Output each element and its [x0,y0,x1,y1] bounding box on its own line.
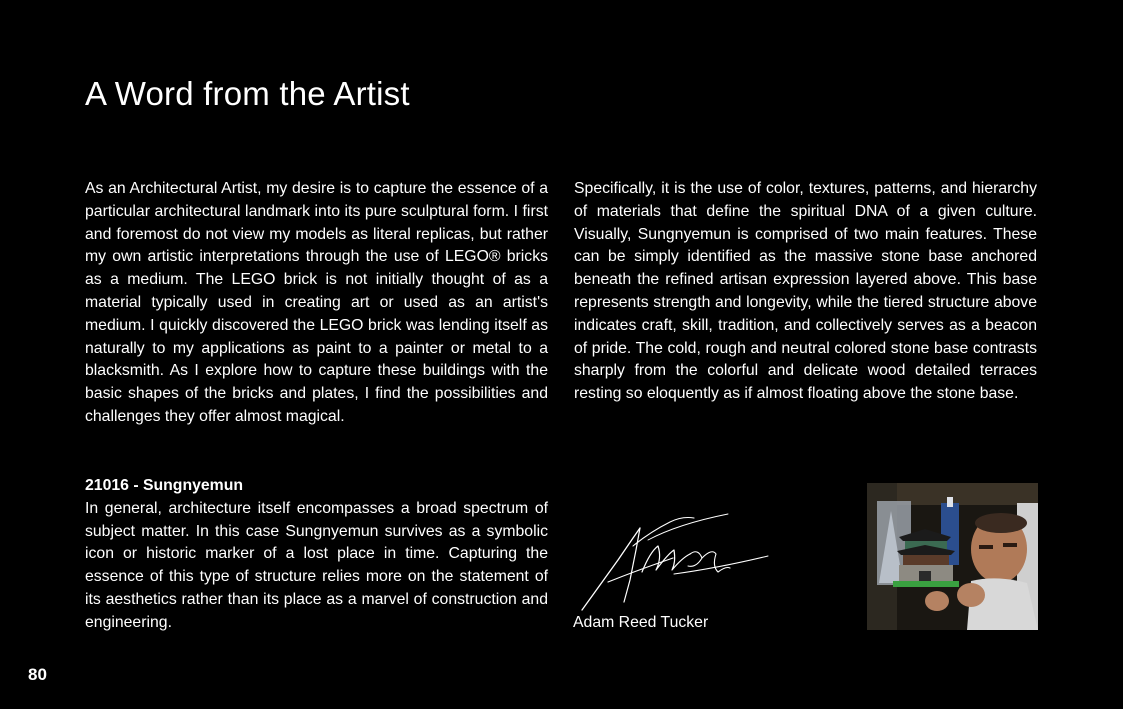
artist-signature [578,510,778,620]
set-heading: 21016 - Sungnyemun [85,477,244,494]
set-section [85,475,548,635]
sungnyemun-description-paragraph: Specifically, it is the use of color, textures, patterns, and hierarchy of materials that define the spiritual DNA of a given culture. Visually, Sungnyemun is comprised of two main features. These can be simply identified as the massive stone base anchored beneath the refined artisan expression layered above. This base represents strength and longevity, while the tiered structure above indicates craft, skill, tradition, and collectively serves as a beacon of pride. The cold, rough and neutral colored stone base contrasts sharply from the colorful and delicate wood detailed terraces resting so eloquently as if almost floating above the stone base. [574,180,1037,403]
left-column [85,178,548,429]
set-paragraph: In general, architecture itself encompasses a broad spectrum of subject matter. In this case Sungnyemun survives as a symbolic icon or historic marker of a lost place in time. Capturing the essence of this type of structure relies more on the statement of its aesthetics rather than its place as a marvel of construction and engineering. [85,499,548,631]
artist-statement-paragraph: As an Architectural Artist, my desire is to capture the essence of a particular architectural landmark into its pure sculptural form. I first and foremost do not view my models as literal replicas, but rather my own artistic interpretations through the use of LEGO® bricks as a medium. The LEGO brick is not initially thought of as a material typically used in creating art or used as an artist's medium. I quickly discovered the LEGO brick was lending itself as naturally to my applications as paint to a painter or metal to a blacksmith. As I explore how to capture these buildings with the basic shapes of the bricks and plates, I find the possibilities and challenges they offer almost magical. [85,180,548,425]
right-column [574,178,1037,406]
page-number: 80 [28,665,47,684]
artist-name: Adam Reed Tucker [573,614,709,631]
page-title: A Word from the Artist [85,75,410,112]
artist-photo [867,483,1038,630]
